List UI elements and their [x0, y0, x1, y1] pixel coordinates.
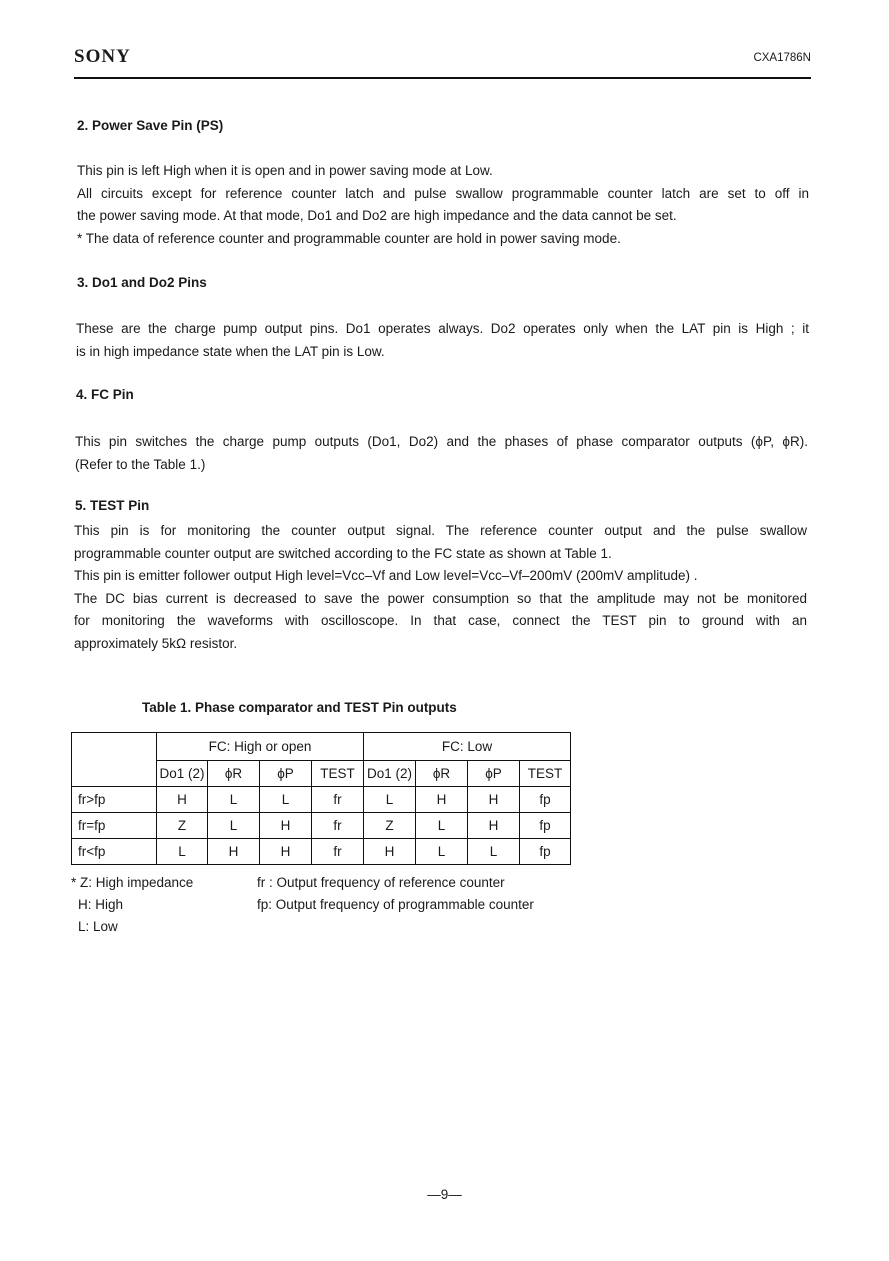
table-cell: L [260, 787, 312, 813]
page-number: —9— [427, 1187, 462, 1202]
section-3-heading: 3. Do1 and Do2 Pins [77, 275, 207, 290]
group-header-fc-low: FC: Low [364, 733, 571, 761]
part-number: CXA1786N [753, 52, 811, 64]
notes-right [257, 872, 534, 916]
group-header-fc-high: FC: High or open [157, 733, 364, 761]
section-5-body [74, 520, 807, 655]
table-cell: H [364, 839, 416, 865]
notes-left [71, 872, 193, 938]
table-row [72, 787, 571, 813]
table-corner-cell [72, 733, 157, 787]
table-cell: H [260, 839, 312, 865]
table-cell: H [468, 813, 520, 839]
table-cell: fp [520, 839, 571, 865]
table-group-header-row [72, 733, 571, 761]
table-cell: H [260, 813, 312, 839]
table-cell: L [364, 787, 416, 813]
column-header: ϕR [416, 761, 468, 787]
section-4-line-2: (Refer to the Table 1.) [75, 456, 206, 472]
table-cell: fr [312, 813, 364, 839]
section-5-line-1: This pin is for monitoring the counter output signal. The reference counter output and the pulse swallow [74, 523, 807, 538]
row-label: fr<fp [72, 839, 157, 865]
table-cell: L [208, 813, 260, 839]
column-header: Do1 (2) [157, 761, 208, 787]
table-cell: Z [364, 813, 416, 839]
section-5-line-5: for monitoring the waveforms with oscilloscope. In that case, connect the TEST pin to ground with an [74, 613, 807, 628]
table-cell: H [468, 787, 520, 813]
section-2-body [77, 160, 809, 250]
column-header: ϕP [260, 761, 312, 787]
table-cell: Z [157, 813, 208, 839]
table-cell: L [157, 839, 208, 865]
column-header: ϕR [208, 761, 260, 787]
row-label: fr=fp [72, 813, 157, 839]
table-1 [71, 732, 571, 865]
section-2-line-2: All circuits except for reference counter latch and pulse swallow programmable counter latch are set to off in [77, 185, 809, 201]
table-row [72, 839, 571, 865]
note-fp: fp: Output frequency of programmable counter [257, 897, 534, 912]
section-2-heading: 2. Power Save Pin (PS) [77, 118, 224, 133]
table-cell: L [468, 839, 520, 865]
section-5-line-2: programmable counter output are switched according to the FC state as shown at Table 1. [74, 545, 612, 561]
section-4-line-1: This pin switches the charge pump outputs (Do1, Do2) and the phases of phase comparator outputs (ϕP, ϕR). [75, 434, 808, 449]
note-fr: fr : Output frequency of reference counter [257, 875, 505, 890]
column-header: ϕP [468, 761, 520, 787]
section-5-line-4: The DC bias current is decreased to save the power consumption so that the amplitude may not be monitored [74, 590, 807, 606]
table-cell: H [157, 787, 208, 813]
section-3-body [76, 318, 809, 363]
section-2-line-1: This pin is left High when it is open and in power saving mode at Low. [77, 163, 493, 178]
table-row [72, 813, 571, 839]
table-cell: H [208, 839, 260, 865]
table-cell: L [208, 787, 260, 813]
section-2-line-3: the power saving mode. At that mode, Do1 and Do2 are high impedance and the data cannot be set. [77, 208, 677, 223]
table-cell: fr [312, 839, 364, 865]
table-cell: H [416, 787, 468, 813]
note-z: * Z: High impedance [71, 875, 194, 890]
section-5-line-6: approximately 5kΩ resistor. [74, 635, 238, 651]
column-header: Do1 (2) [364, 761, 416, 787]
section-3-line-2: is in high impedance state when the LAT pin is Low. [76, 343, 385, 359]
table-cell: L [416, 813, 468, 839]
column-header: TEST [312, 761, 364, 787]
row-label: fr>fp [72, 787, 157, 813]
table-cell: L [416, 839, 468, 865]
section-5-line-3: This pin is emitter follower output High level=Vcc–Vf and Low level=Vcc–Vf–200mV (200mV amplitude) . [74, 568, 698, 583]
section-5-heading: 5. TEST Pin [75, 498, 150, 513]
table-cell: fp [520, 813, 571, 839]
section-3-line-1: These are the charge pump output pins. Do1 operates always. Do2 operates only when the LAT pin is High ; it [76, 321, 809, 336]
header-rule [74, 77, 811, 79]
section-4-heading: 4. FC Pin [76, 387, 134, 402]
column-header: TEST [520, 761, 571, 787]
note-l: L: Low [78, 919, 118, 934]
table-1-title: Table 1. Phase comparator and TEST Pin outputs [142, 700, 457, 715]
table-cell: fp [520, 787, 571, 813]
section-4-body [75, 431, 808, 476]
note-h: H: High [78, 897, 124, 912]
table-cell: fr [312, 787, 364, 813]
section-2-line-4: * The data of reference counter and programmable counter are hold in power saving mode. [77, 230, 621, 246]
sony-logo: SONY [74, 46, 131, 67]
